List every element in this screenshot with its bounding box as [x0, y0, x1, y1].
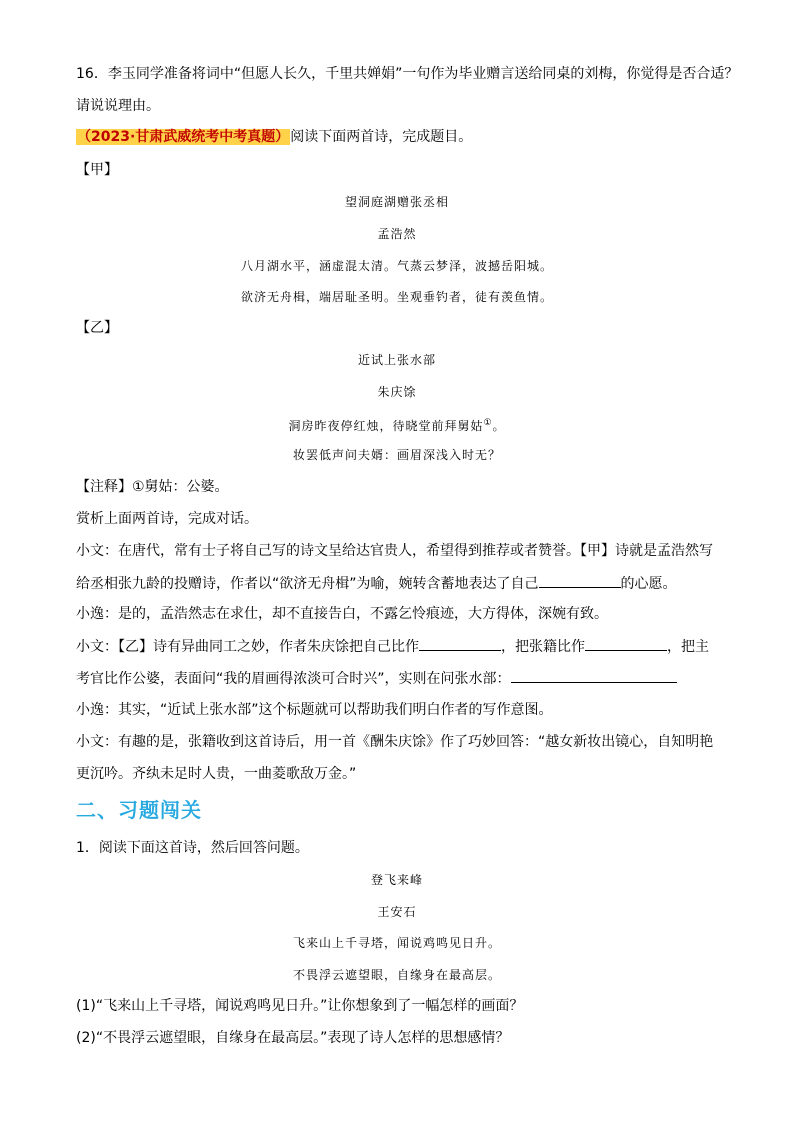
answer-blank[interactable] [419, 636, 501, 651]
dialogue-line-5b: 更沉吟。齐纨未足时人贵，一曲菱歌敌万金。” [76, 766, 357, 782]
poem-b-line1-end: 。 [492, 419, 506, 433]
poem-b-line2: 妆罢低声问夫婿：画眉深浅入时无？ [292, 448, 501, 462]
annotation-note: 【注释】①舅姑：公婆。 [76, 479, 229, 495]
sub-question-2: (2)“不畏浮云遮望眼，自缘身在最高层。”表现了诗人怎样的思想感情？ [76, 1030, 510, 1046]
answer-blank[interactable] [539, 573, 621, 588]
dialogue-text: 考官比作公婆，表面问“我的眉画得浓淡可合时兴”，实则在问张水部： [76, 671, 511, 687]
dialogue-line-3b [76, 668, 677, 689]
dialogue-prompt: 赏析上面两首诗，完成对话。 [76, 511, 258, 527]
footnote-marker: ① [483, 418, 493, 428]
question-16-line2: 请说说理由。 [76, 98, 160, 114]
exam-source-tag: （2023·甘肃武威统考中考真题） [77, 129, 290, 145]
dialogue-text: ，把主 [667, 639, 709, 655]
answer-blank[interactable] [511, 668, 677, 683]
poem-b-line1-text: 洞房昨夜停红烛，待晓堂前拜舅姑 [288, 419, 484, 433]
dialogue-line-1b [76, 573, 677, 594]
poem-c-title: 登飞来峰 [370, 873, 423, 887]
dialogue-text: 的心愿。 [620, 576, 677, 592]
question-16-line1: 16．李玉同学准备将词中“但愿人长久，千里共婵娟”一句作为毕业赠言送给同桌的刘梅，你觉得是否合适？ [76, 66, 739, 82]
poem-b-line1 [0, 413, 794, 436]
poem-b-title: 近试上张水部 [357, 353, 436, 367]
dialogue-line-5a: 小文：有趣的是，张籍收到这首诗后，用一首《酬朱庆馀》作了巧妙回答：“越女新妆出镜心，自知明艳 [76, 734, 714, 750]
poem-a-title: 望洞庭湖赠张丞相 [344, 195, 449, 209]
poem-c-author: 王安石 [377, 905, 417, 919]
poem-a-line1: 八月湖水平，涵虚混太清。气蒸云梦泽，波撼岳阳城。 [240, 259, 553, 273]
poem-a-label: 【甲】 [76, 162, 118, 178]
source-instruction: 阅读下面两首诗，完成题目。 [290, 129, 473, 145]
poem-b-author: 朱庆馀 [377, 385, 417, 399]
sub-question-1: (1)“飞来山上千寻塔，闻说鸡鸣见日升。”让你想象到了一幅怎样的画面？ [76, 998, 524, 1014]
poem-a-line2: 欲济无舟楫，端居耻圣明。坐观垂钓者，徒有羡鱼情。 [240, 290, 553, 304]
dialogue-text: 给丞相张九龄的投赠诗，作者以“欲济无舟楫”为喻，婉转含蓄地表达了自己 [76, 576, 539, 592]
dialogue-line-4: 小逸：其实，“近试上张水部”这个标题就可以帮助我们明白作者的写作意图。 [76, 702, 553, 718]
poem-b-label: 【乙】 [76, 320, 118, 336]
dialogue-text: ，把张籍比作 [501, 639, 585, 655]
section-heading: 二、习题闯关 [76, 798, 202, 822]
poem-a-author: 孟浩然 [377, 227, 417, 241]
poem-c-line2: 不畏浮云遮望眼，自缘身在最高层。 [292, 968, 501, 982]
source-line [76, 127, 472, 147]
poem-c-line1: 飞来山上千寻塔，闻说鸡鸣见日升。 [292, 936, 501, 950]
dialogue-line-2: 小逸：是的，孟浩然志在求仕，却不直接告白，不露乞怜痕迹，大方得体，深婉有致。 [76, 606, 608, 622]
dialogue-line-3a [76, 636, 709, 657]
answer-blank[interactable] [585, 636, 667, 651]
dialogue-text: 小文：【乙】诗有异曲同工之妙，作者朱庆馀把自己比作 [76, 639, 419, 655]
question-1-instruction: 1．阅读下面这首诗，然后回答问题。 [76, 840, 309, 856]
dialogue-line-1a: 小文：在唐代，常有士子将自己写的诗文呈给达官贵人，希望得到推荐或者赞誉。【甲】诗就是孟浩然写 [76, 543, 713, 559]
